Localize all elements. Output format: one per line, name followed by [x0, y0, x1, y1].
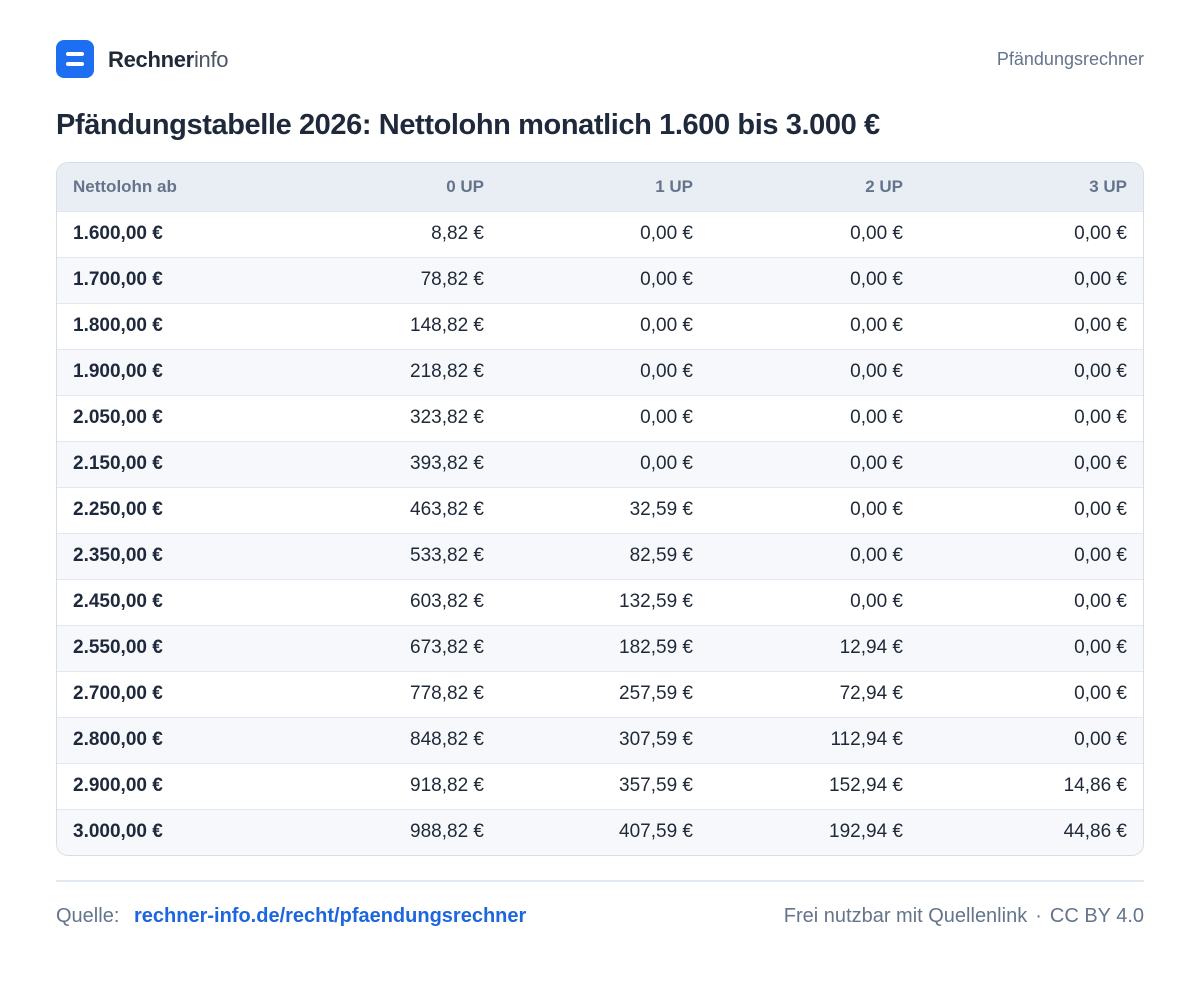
cell-2-up: 112,94 €	[830, 729, 903, 750]
cell-0-up: 78,82 €	[420, 269, 484, 290]
cell-2-up: 152,94 €	[829, 775, 903, 796]
cell-1-up: 407,59 €	[619, 821, 693, 843]
net-income-cell: 1.700,00 €	[73, 269, 163, 290]
net-income-cell: 2.550,00 €	[73, 637, 163, 658]
net-income-cell: 1.900,00 €	[73, 361, 163, 382]
net-income-cell: 2.250,00 €	[73, 499, 163, 520]
cell-3-up: 0,00 €	[1074, 499, 1127, 520]
net-income-cell: 2.700,00 €	[73, 683, 163, 704]
cell-1-up: 132,59 €	[619, 591, 693, 612]
cell-0-up: 533,82 €	[410, 545, 484, 566]
net-income-cell: 3.000,00 €	[73, 821, 163, 843]
brand-logo[interactable]	[108, 47, 228, 73]
cell-0-up: 918,82 €	[410, 775, 484, 796]
cell-2-up: 0,00 €	[850, 361, 903, 382]
logo-mark[interactable]	[56, 40, 94, 78]
cell-1-up: 0,00 €	[640, 361, 693, 382]
table-row	[57, 395, 1143, 441]
cell-2-up: 0,00 €	[850, 315, 903, 336]
cell-3-up: 0,00 €	[1074, 453, 1127, 474]
net-income-cell: 2.900,00 €	[73, 775, 163, 796]
net-income-cell: 2.450,00 €	[73, 591, 163, 612]
cell-3-up: 0,00 €	[1074, 407, 1127, 428]
cell-3-up: 0,00 €	[1074, 683, 1127, 704]
cell-3-up: 0,00 €	[1074, 361, 1127, 382]
brand-name-light: info	[193, 47, 229, 72]
table-row	[57, 717, 1143, 763]
garnishment-table	[57, 163, 1143, 855]
cell-0-up: 218,82 €	[410, 361, 484, 382]
table-row	[57, 763, 1143, 809]
license-name: CC BY 4.0	[1049, 905, 1144, 927]
cell-2-up: 0,00 €	[850, 591, 903, 612]
cell-0-up: 323,82 €	[410, 407, 484, 428]
table-row	[57, 533, 1143, 579]
cell-3-up: 44,86 €	[1063, 821, 1127, 843]
garnishment-table-container	[56, 162, 1144, 856]
cell-2-up: 0,00 €	[850, 545, 903, 566]
cell-3-up: 14,86 €	[1063, 775, 1127, 796]
cell-2-up: 0,00 €	[850, 499, 903, 520]
source-link[interactable]: rechner-info.de/recht/pfaendungsrechner	[134, 905, 527, 927]
table-row	[57, 579, 1143, 625]
cell-3-up: 0,00 €	[1074, 637, 1127, 658]
column-header-2-up: 2 UP	[865, 176, 903, 196]
cell-1-up: 357,59 €	[619, 775, 693, 796]
cell-0-up: 778,82 €	[410, 683, 484, 704]
cell-2-up: 12,94 €	[839, 637, 903, 658]
column-header-0-up: 0 UP	[446, 176, 484, 196]
cell-3-up: 0,00 €	[1074, 223, 1127, 244]
table-row	[57, 303, 1143, 349]
net-income-cell: 2.050,00 €	[73, 407, 163, 428]
cell-2-up: 192,94 €	[829, 821, 903, 843]
table-row	[57, 487, 1143, 533]
cell-0-up: 148,82 €	[410, 315, 484, 336]
net-income-cell: 2.350,00 €	[73, 545, 163, 566]
net-income-cell: 2.800,00 €	[73, 729, 163, 750]
cell-2-up: 0,00 €	[850, 453, 903, 474]
net-income-cell: 1.600,00 €	[73, 223, 163, 244]
cell-3-up: 0,00 €	[1074, 545, 1127, 566]
column-header-3-up: 3 UP	[1089, 176, 1127, 196]
cell-2-up: 72,94 €	[839, 683, 903, 704]
cell-1-up: 32,59 €	[629, 499, 693, 520]
table-row	[57, 211, 1143, 257]
cell-1-up: 307,59 €	[619, 729, 693, 750]
cell-1-up: 0,00 €	[640, 407, 693, 428]
table-row	[57, 349, 1143, 395]
column-header-net-income: Nettolohn ab	[73, 176, 177, 196]
license-text: Frei nutzbar mit Quellenlink	[783, 905, 1028, 927]
brand-name-strong: Rechner	[108, 47, 194, 72]
table-row	[57, 809, 1143, 855]
net-income-cell: 2.150,00 €	[73, 453, 163, 474]
cell-2-up: 0,00 €	[850, 407, 903, 428]
cell-1-up: 0,00 €	[640, 315, 693, 336]
cell-2-up: 0,00 €	[850, 223, 903, 244]
cell-0-up: 848,82 €	[410, 729, 484, 750]
cell-3-up: 0,00 €	[1074, 591, 1127, 612]
table-row	[57, 441, 1143, 487]
cell-0-up: 603,82 €	[410, 591, 484, 612]
cell-1-up: 0,00 €	[640, 223, 693, 244]
footer-divider	[56, 880, 1144, 882]
cell-0-up: 393,82 €	[410, 453, 484, 474]
footer	[56, 905, 1144, 933]
cell-1-up: 182,59 €	[619, 637, 693, 658]
header-page-link[interactable]: Pfändungsrechner	[996, 49, 1144, 69]
table-row	[57, 671, 1143, 717]
cell-1-up: 0,00 €	[640, 269, 693, 290]
cell-1-up: 257,59 €	[619, 683, 693, 704]
license-info	[784, 905, 1144, 928]
source-label: Quelle:	[56, 905, 120, 927]
column-header-1-up: 1 UP	[655, 176, 693, 196]
site-header	[56, 40, 1144, 78]
license-separator: ·	[1035, 905, 1042, 927]
cell-3-up: 0,00 €	[1074, 729, 1127, 750]
table-row	[57, 257, 1143, 303]
cell-0-up: 673,82 €	[410, 637, 484, 658]
cell-1-up: 82,59 €	[629, 545, 693, 566]
equals-icon	[56, 40, 94, 78]
net-income-cell: 1.800,00 €	[73, 315, 163, 336]
table-row	[57, 625, 1143, 671]
cell-3-up: 0,00 €	[1074, 315, 1127, 336]
cell-0-up: 988,82 €	[410, 821, 484, 843]
cell-1-up: 0,00 €	[640, 453, 693, 474]
cell-2-up: 0,00 €	[850, 269, 903, 290]
table-header-row	[57, 163, 1143, 211]
page-title: Pfändungstabelle 2026: Nettolohn monatlich 1.600 bis 3.000 €	[56, 109, 880, 141]
cell-0-up: 463,82 €	[410, 499, 484, 520]
cell-3-up: 0,00 €	[1074, 269, 1127, 290]
cell-0-up: 8,82 €	[431, 223, 484, 244]
